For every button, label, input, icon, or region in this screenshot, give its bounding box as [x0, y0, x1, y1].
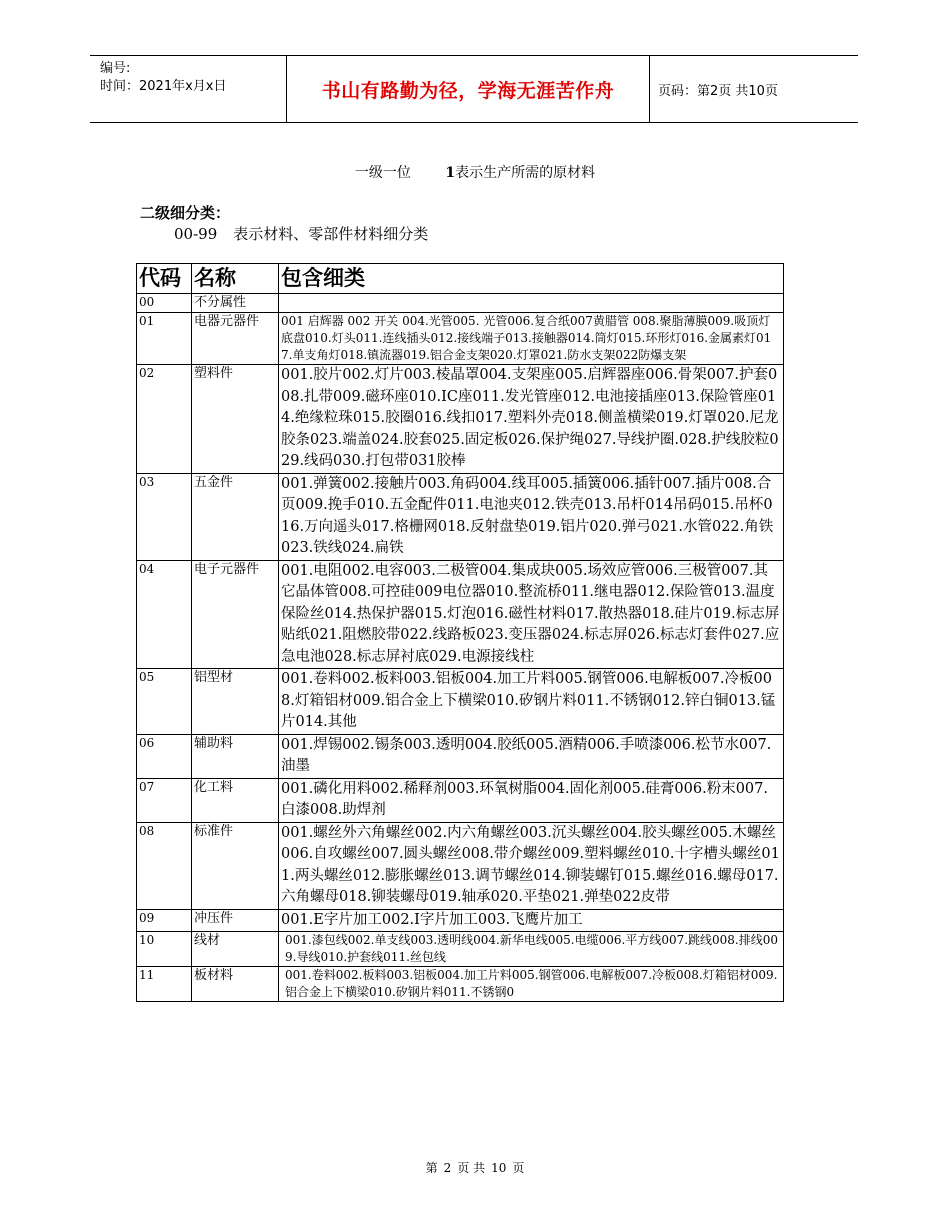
footer-total-pages: 10 — [491, 1161, 507, 1175]
row-code: 04 — [137, 560, 192, 669]
row-code: 06 — [137, 734, 192, 778]
row-items: 001.卷料002.板料003.铝板004.加工片料005.钢管006.电解板007.冷板008.灯箱铝材009.铝合金上下横梁010.矽钢片料011.不锈钢012.锌白铜013.锰片014.其他 — [279, 669, 784, 735]
row-code: 05 — [137, 669, 192, 735]
row-name: 冲压件 — [192, 909, 279, 932]
row-name: 标准件 — [192, 822, 279, 909]
row-items: 001.电阻002.电容003.二极管004.集成块005.场效应管006.三极管007.其它晶体管008.可控硅009电位器010.整流桥011.继电器012.保险管013.温度保险丝014.热保护器015.灯泡016.磁性材料017.散热器018.硅片019.标志屏贴纸021.阻燃胶带022.线路板023.变压器024.标志屏026.标志灯套件027.应急电池028.标志屏衬底029.电源接线柱 — [279, 560, 784, 669]
table-row — [137, 822, 784, 909]
header-code: 代码 — [137, 264, 192, 294]
row-code: 03 — [137, 473, 192, 560]
footer-mid: 页 共 — [457, 1161, 486, 1175]
header-motto: 书山有路勤为径，学海无涯苦作舟 — [321, 79, 615, 102]
row-items: 001.磷化用料002.稀释剂003.环氧树脂004.固化剂005.硅膏006.粉末007.白漆008.助焊剂 — [279, 778, 784, 822]
row-items: 001.弹簧002.接触片003.角码004.线耳005.插簧006.插针007.插片008.合页009.挽手010.五金配件011.电池夹012.铁壳013.吊杆014吊码015.吊杯016.万向遥头017.格栅网018.反射盘垫019.铝片020.弹弓021.水管022.角铁023.铁线024.扁铁 — [279, 473, 784, 560]
header-name: 名称 — [192, 264, 279, 294]
row-items: 001.焊锡002.锡条003.透明004.胶纸005.酒精006.手喷漆006.松节水007.油墨 — [279, 734, 784, 778]
footer-suffix: 页 — [512, 1161, 525, 1175]
row-code: 07 — [137, 778, 192, 822]
row-items — [279, 294, 784, 313]
row-code: 02 — [137, 365, 192, 474]
row-code: 09 — [137, 909, 192, 932]
table-row — [137, 669, 784, 735]
row-items: 001 启辉器 002 开关 004.光管005. 光管006.复合纸007黄腊管 008.聚脂薄膜009.吸顶灯底盘010.灯头011.连线插头012.接线端子013.接触器014.筒灯015.环形灯016.金属素灯017.单支角灯018.镇流器019.铝合金支架020.灯罩021.防水支架022防爆支架 — [279, 313, 784, 365]
table-row — [137, 932, 784, 967]
document-number-label: 编号: — [100, 61, 131, 76]
row-name: 电器元器件 — [192, 313, 279, 365]
table-header-row — [137, 264, 784, 294]
row-name: 电子元器件 — [192, 560, 279, 669]
row-items: 001.卷料002.板料003.铝板004.加工片料005.钢管006.电解板007.冷板008.灯箱铝材009.铝合金上下横梁010.矽钢片料011.不锈钢0 — [279, 967, 784, 1002]
row-code: 01 — [137, 313, 192, 365]
level1-desc: 表示生产所需的原材料 — [455, 165, 596, 181]
section-title: 二级细分类： — [140, 204, 231, 222]
table-row — [137, 967, 784, 1002]
header-items: 包含细类 — [279, 264, 784, 294]
row-items: 001.E字片加工002.I字片加工003.飞鹰片加工 — [279, 909, 784, 932]
table-row — [137, 734, 784, 778]
level1-description — [0, 162, 950, 182]
row-code: 08 — [137, 822, 192, 909]
document-time-label: 时间：2021年x月x日 — [100, 79, 227, 94]
classification-table — [136, 263, 784, 1002]
section-desc-text: 表示材料、零部件材料细分类 — [233, 225, 429, 243]
footer-page-number: 2 — [443, 1161, 452, 1175]
header-meta — [100, 60, 226, 96]
row-name: 板材料 — [192, 967, 279, 1002]
table-row — [137, 473, 784, 560]
table-row — [137, 294, 784, 313]
section-description — [174, 223, 428, 244]
level1-text: 一级一位 — [354, 165, 411, 181]
header-motto-cell — [286, 56, 650, 122]
table-row — [137, 778, 784, 822]
row-name: 线材 — [192, 932, 279, 967]
row-name: 辅助料 — [192, 734, 279, 778]
row-name: 化工料 — [192, 778, 279, 822]
row-name: 塑料件 — [192, 365, 279, 474]
table-row — [137, 909, 784, 932]
level1-code: 1 — [445, 165, 456, 181]
row-name: 不分属性 — [192, 294, 279, 313]
row-items: 001.漆包线002.单支线003.透明线004.新华电线005.电缆006.平方线007.跳线008.排线009.导线010.护套线011.丝包线 — [279, 932, 784, 967]
row-code: 11 — [137, 967, 192, 1002]
page-header — [90, 55, 858, 123]
row-name: 五金件 — [192, 473, 279, 560]
row-code: 00 — [137, 294, 192, 313]
row-name: 铝型材 — [192, 669, 279, 735]
header-page-label: 页码：第2页 共10页 — [658, 84, 778, 99]
footer-prefix: 第 — [425, 1161, 438, 1175]
row-code: 10 — [137, 932, 192, 967]
page-footer — [0, 1159, 950, 1176]
table-row — [137, 560, 784, 669]
table-row — [137, 365, 784, 474]
row-items: 001.螺丝外六角螺丝002.内六角螺丝003.沉头螺丝004.胶头螺丝005.木螺丝006.自攻螺丝007.圆头螺丝008.带介螺丝009.塑料螺丝010.十字槽头螺丝011.两头螺丝012.膨胀螺丝013.调节螺丝014.铆装螺钉015.螺丝016.螺母017.六角螺母018.铆装螺母019.轴承020.平垫021.弹垫022皮带 — [279, 822, 784, 909]
row-items: 001.胶片002.灯片003.棱晶罩004.支架座005.启辉器座006.骨架007.护套008.扎带009.磁环座010.IC座011.发光管座012.电池接插座013.保险管座014.绝缘粒珠015.胶圈016.线扣017.塑料外壳018.侧盖横梁019.灯罩020.尼龙胶条023.端盖024.胶套025.固定板026.保护绳027.导线护圈.028.护线胶粒029.线码030.打包带031胶棒 — [279, 365, 784, 474]
table-row — [137, 313, 784, 365]
section-range: 00-99 — [174, 225, 218, 243]
